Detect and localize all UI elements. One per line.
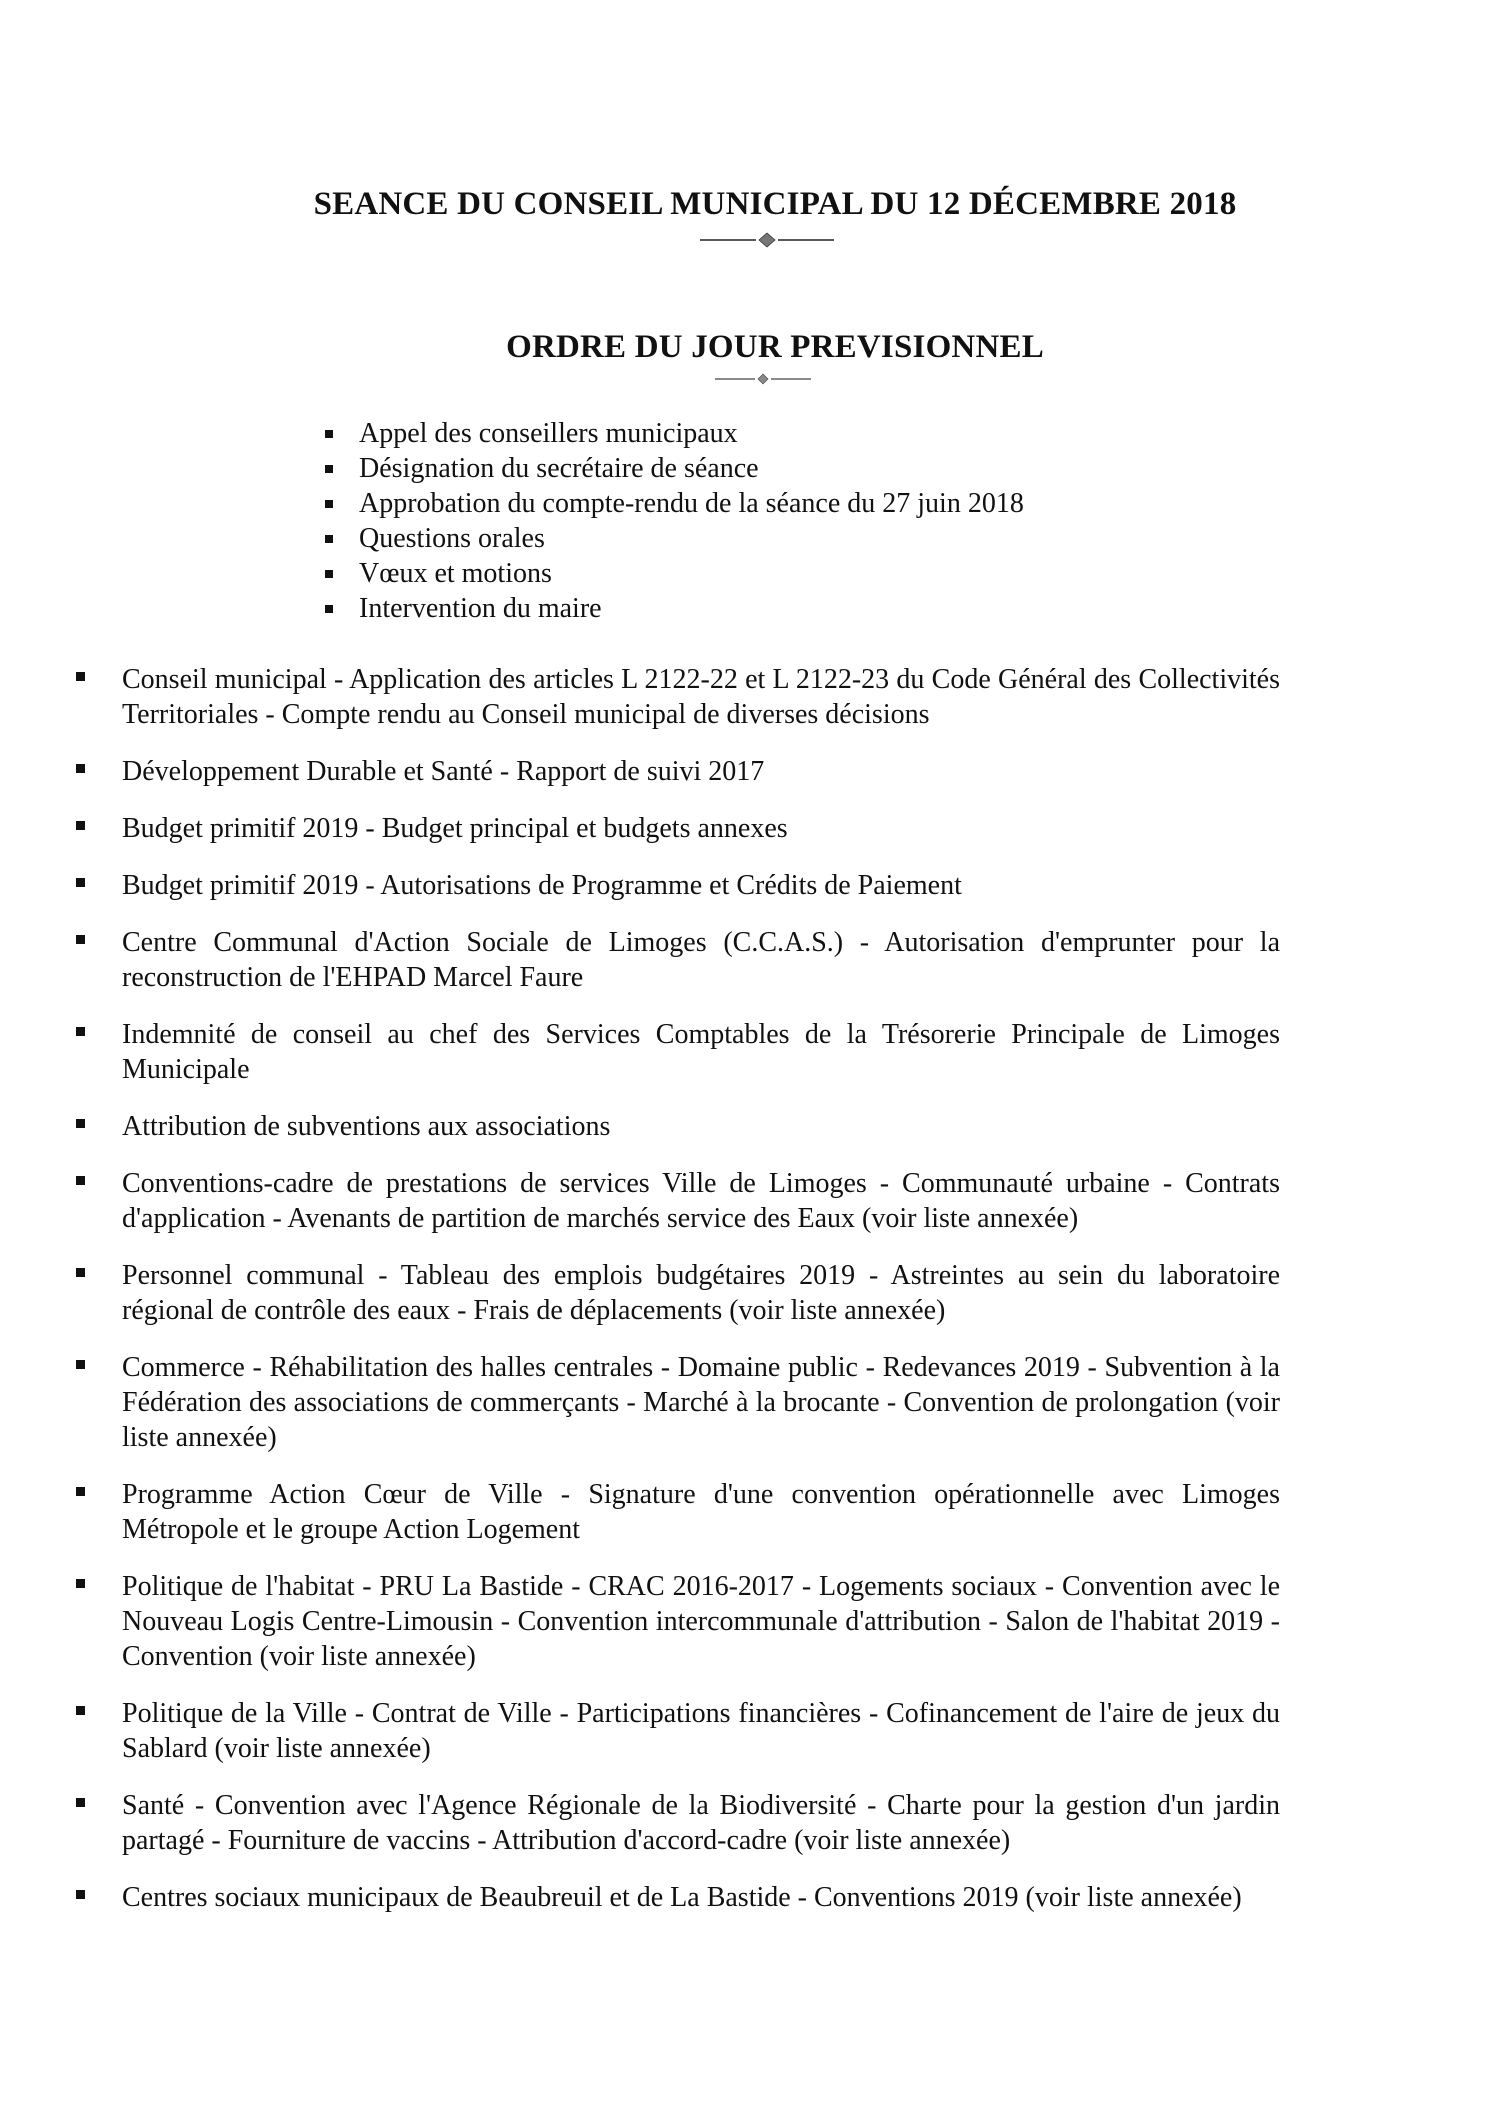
square-bullet-icon bbox=[76, 821, 85, 830]
square-bullet-icon bbox=[325, 535, 333, 543]
agenda-item-text: Santé - Convention avec l'Agence Régionale de la Biodiversité - Charte pour la gestion d'un jardin partagé - Fourniture de vaccins - Attribution d'accord-cadre (voir liste annexée) bbox=[122, 1790, 1280, 1856]
preliminary-items-list bbox=[323, 416, 1024, 626]
square-bullet-icon bbox=[76, 1798, 85, 1807]
agenda-item-text: Budget primitif 2019 - Budget principal et budgets annexes bbox=[122, 813, 788, 844]
square-bullet-icon bbox=[76, 1268, 85, 1277]
agenda-item bbox=[76, 1569, 1280, 1674]
square-bullet-icon bbox=[76, 1119, 85, 1128]
square-bullet-icon bbox=[76, 764, 85, 773]
square-bullet-icon bbox=[76, 935, 85, 944]
agenda-item-text: Politique de l'habitat - PRU La Bastide - CRAC 2016-2017 - Logements sociaux - Convention avec le Nouveau Logis Centre-Limousin - Convention intercommunale d'attribution - Salon de l'habitat 2019 - Convention (voir liste annexée) bbox=[122, 1571, 1280, 1672]
agenda-item bbox=[76, 1258, 1280, 1328]
square-bullet-icon bbox=[76, 1890, 85, 1899]
agenda-item-text: Commerce - Réhabilitation des halles centrales - Domaine public - Redevances 2019 - Subvention à la Fédération des associations de commerçants - Marché à la brocante - Convention de prolongation (voir liste annexée) bbox=[122, 1352, 1280, 1453]
list-item-text: Questions orales bbox=[359, 523, 545, 554]
list-item bbox=[323, 556, 1024, 591]
page-title: SEANCE DU CONSEIL MUNICIPAL DU 12 DÉCEMBRE 2018 bbox=[313, 186, 1237, 222]
square-bullet-icon bbox=[76, 1579, 85, 1588]
title-divider-ornament bbox=[700, 232, 834, 248]
agenda-item-text: Budget primitif 2019 - Autorisations de Programme et Crédits de Paiement bbox=[122, 870, 962, 901]
agenda-item bbox=[76, 1109, 1280, 1144]
agenda-item-text: Personnel communal - Tableau des emplois budgétaires 2019 - Astreintes au sein du laboratoire régional de contrôle des eaux - Frais de déplacements (voir liste annexée) bbox=[122, 1260, 1280, 1326]
square-bullet-icon bbox=[76, 672, 85, 681]
square-bullet-icon bbox=[76, 878, 85, 887]
subtitle-divider-ornament bbox=[715, 372, 811, 388]
list-item-text: Appel des conseillers municipaux bbox=[359, 418, 738, 449]
agenda-item bbox=[76, 925, 1280, 995]
list-item-text: Désignation du secrétaire de séance bbox=[359, 453, 759, 484]
agenda-item bbox=[76, 1166, 1280, 1236]
agenda-item-text: Développement Durable et Santé - Rapport de suivi 2017 bbox=[122, 756, 765, 787]
agenda-item-text: Centres sociaux municipaux de Beaubreuil et de La Bastide - Conventions 2019 (voir liste annexée) bbox=[122, 1882, 1242, 1913]
square-bullet-icon bbox=[76, 1487, 85, 1496]
agenda-item bbox=[76, 754, 1280, 789]
agenda-subtitle: ORDRE DU JOUR PREVISIONNEL bbox=[506, 329, 1044, 365]
agenda-item bbox=[76, 1477, 1280, 1547]
square-bullet-icon bbox=[325, 500, 333, 508]
agenda-item-text: Indemnité de conseil au chef des Services Comptables de la Trésorerie Principale de Limoges Municipale bbox=[122, 1019, 1280, 1085]
list-item-text: Vœux et motions bbox=[359, 558, 552, 589]
square-bullet-icon bbox=[325, 605, 333, 613]
square-bullet-icon bbox=[76, 1360, 85, 1369]
agenda-item bbox=[76, 1017, 1280, 1087]
square-bullet-icon bbox=[325, 570, 333, 578]
agenda-item-text: Conventions-cadre de prestations de services Ville de Limoges - Communauté urbaine - Contrats d'application - Avenants de partition de marchés service des Eaux (voir liste annexée) bbox=[122, 1168, 1280, 1234]
list-item bbox=[323, 416, 1024, 451]
agenda-item bbox=[76, 1696, 1280, 1766]
agenda-item-text: Programme Action Cœur de Ville - Signature d'une convention opérationnelle avec Limoges Métropole et le groupe Action Logement bbox=[122, 1479, 1280, 1545]
list-item bbox=[323, 591, 1024, 626]
agenda-items-list bbox=[76, 662, 1280, 1937]
list-item-text: Approbation du compte-rendu de la séance du 27 juin 2018 bbox=[359, 488, 1024, 519]
list-item-text: Intervention du maire bbox=[359, 593, 602, 624]
square-bullet-icon bbox=[76, 1706, 85, 1715]
agenda-item-text: Attribution de subventions aux associations bbox=[122, 1111, 611, 1142]
square-bullet-icon bbox=[76, 1176, 85, 1185]
agenda-item bbox=[76, 1880, 1280, 1915]
agenda-item bbox=[76, 868, 1280, 903]
square-bullet-icon bbox=[76, 1027, 85, 1036]
list-item bbox=[323, 486, 1024, 521]
agenda-item-text: Centre Communal d'Action Sociale de Limoges (C.C.A.S.) - Autorisation d'emprunter pour la reconstruction de l'EHPAD Marcel Faure bbox=[122, 927, 1280, 993]
agenda-item-text: Politique de la Ville - Contrat de Ville - Participations financières - Cofinancement de l'aire de jeux du Sablard (voir liste annexée) bbox=[122, 1698, 1280, 1764]
agenda-item bbox=[76, 662, 1280, 732]
agenda-item bbox=[76, 811, 1280, 846]
agenda-item-text: Conseil municipal - Application des articles L 2122-22 et L 2122-23 du Code Général des Collectivités Territoriales - Compte rendu au Conseil municipal de diverses décisions bbox=[122, 664, 1280, 730]
agenda-item bbox=[76, 1788, 1280, 1858]
square-bullet-icon bbox=[325, 430, 333, 438]
square-bullet-icon bbox=[325, 465, 333, 473]
list-item bbox=[323, 521, 1024, 556]
agenda-item bbox=[76, 1350, 1280, 1455]
list-item bbox=[323, 451, 1024, 486]
